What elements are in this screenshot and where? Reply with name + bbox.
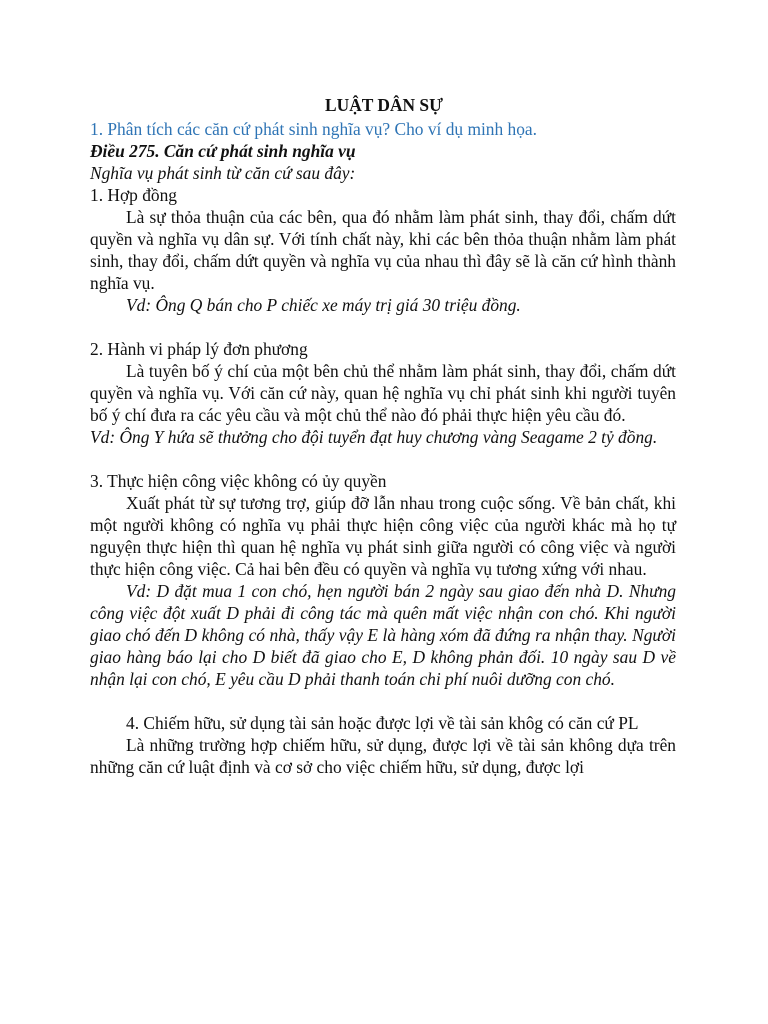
blank-line [90,448,676,470]
article-intro: Nghĩa vụ phát sinh từ căn cứ sau đây: [90,163,356,183]
question-heading: 1. Phân tích các căn cứ phát sinh nghĩa vụ? Cho ví dụ minh họa. [90,119,537,139]
section-1-body: Là sự thỏa thuận của các bên, qua đó nhằm làm phát sinh, thay đổi, chấm dứt quyền và nghĩa vụ dân sự. Với tính chất này, khi các bên thỏa thuận nhằm làm phát sinh, thay đổi, chấm dứt quyền và nghĩa vụ của nhau thì đây sẽ là căn cứ hình thành nghĩa vụ. [90,207,676,293]
section-3-body: Xuất phát từ sự tương trợ, giúp đỡ lẫn nhau trong cuộc sống. Về bản chất, khi một người không có nghĩa vụ phải thực hiện công việc của người khác mà họ tự nguyện thực hiện thì quan hệ nghĩa vụ phát sinh giữa người có công việc và người thực hiện công việc. Cả hai bên đều có quyền và nghĩa vụ tương xứng với nhau. [90,493,676,579]
document-title: LUẬT DÂN SỰ [325,95,443,115]
section-4-heading: 4. Chiếm hữu, sử dụng tài sản hoặc được lợi về tài sản khôg có căn cứ PL [126,713,639,733]
section-1-heading: 1. Hợp đồng [90,185,177,205]
section-3-heading: 3. Thực hiện công việc không có ủy quyền [90,471,387,491]
blank-line [90,316,676,338]
section-2-body: Là tuyên bố ý chí của một bên chủ thể nhằm làm phát sinh, thay đổi, chấm dứt quyền và nghĩa vụ. Với căn cứ này, quan hệ nghĩa vụ chỉ phát sinh khi người tuyên bố ý chí đưa ra các yêu cầu và một chủ thể nào đó phải thực hiện yêu cầu đó. [90,361,676,425]
section-4-body: Là những trường hợp chiếm hữu, sử dụng, được lợi về tài sản không dựa trên những căn cứ luật định và cơ sở cho việc chiếm hữu, sử dụng, được lợi [90,735,676,777]
section-2-heading: 2. Hành vi pháp lý đơn phương [90,339,308,359]
article-heading: Điều 275. Căn cứ phát sinh nghĩa vụ [90,141,356,161]
section-2-example: Vd: Ông Y hứa sẽ thưởng cho đội tuyển đạt huy chương vàng Seagame 2 tỷ đồng. [90,427,658,447]
document-body [90,118,676,778]
section-3-example: Vd: D đặt mua 1 con chó, hẹn người bán 2 ngày sau giao đến nhà D. Nhưng công việc đột xuất D phải đi công tác mà quên mất việc nhận con chó. Khi người giao chó đến D không có nhà, thấy vậy E là hàng xóm đã đứng ra nhận thay. Người giao hàng báo lại cho D biết đã giao cho E, D không phản đối. 10 ngày sau D về nhận lại con chó, E yêu cầu D phải thanh toán chi phí nuôi dưỡng con chó. [90,581,676,689]
blank-line [90,690,676,712]
section-1-example: Vd: Ông Q bán cho P chiếc xe máy trị giá 30 triệu đồng. [126,295,521,315]
